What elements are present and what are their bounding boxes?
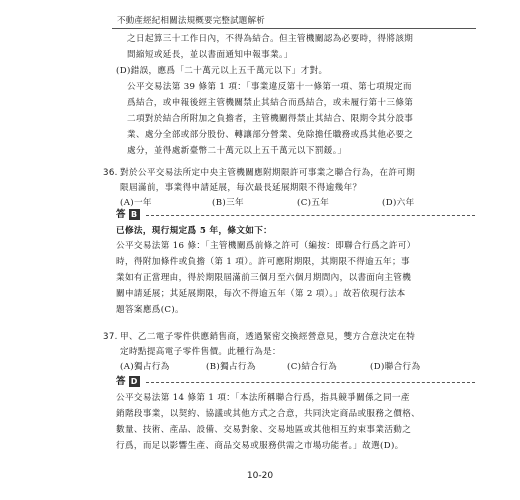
option-b: (B)獨占行為 bbox=[206, 362, 256, 372]
answer-label: 答 bbox=[116, 209, 126, 220]
question-number: 36. bbox=[103, 168, 118, 178]
explanation-line: 行爲，而足以影響生產、商品交易或服務供需之市場功能者。」故選(D)。 bbox=[116, 441, 404, 451]
explanation-line: 數量、技術、產品、設備、交易對象、交易地區或其他相互約束事業活動之 bbox=[116, 425, 412, 435]
question-stem-line: 限屆滿前，事業得申請延展，每次最長延展期限不得逾幾年？ bbox=[120, 183, 362, 193]
answer-badge: D bbox=[129, 376, 140, 387]
intro-line: 二項對於結合所附加之負擔者，主管機關得禁止其結合、限期令其分設事 bbox=[127, 114, 414, 124]
question-stem-line: 定時點提高電子零件售價。此種行為是： bbox=[120, 347, 281, 357]
explanation-line: 業如有正當理由，得於期限屆滿前三個月至六個月期間內，以書面向主管機 bbox=[116, 273, 412, 283]
answer-divider bbox=[146, 215, 475, 216]
question-stem-line: 甲、乙二電子零件供應銷售商，透過緊密交換經營意見，雙方合意決定在特 bbox=[120, 332, 416, 342]
option-c: (C)結合行為 bbox=[287, 362, 338, 372]
explanation-line: 公平交易法第 16 條：「主管機關爲前條之許可（編按：即聯合行爲之許可） bbox=[116, 241, 416, 251]
intro-line: 爲結合，或申報後經主管機關禁止其結合而爲結合，或未履行第十三條第 bbox=[127, 98, 414, 108]
explanation-line: 關申請延展；其延展期限，每次不得逾五年（第 2 項）。」故若依現行法本 bbox=[116, 289, 406, 299]
answer-header bbox=[116, 209, 140, 221]
option-d: (D)聯合行為 bbox=[370, 362, 421, 372]
option-a: (A)獨占行為 bbox=[120, 362, 170, 372]
option-d: (D)六年 bbox=[382, 198, 415, 208]
answer-label: 答 bbox=[116, 376, 126, 387]
explanation-line: 銷階段事業，以契約、協議或其他方式之合意，共同決定商品或服務之價格、 bbox=[116, 409, 421, 419]
explanation-line: 時，得附加條件或負擔（第 1 項）。許可應附期限，其期限不得逾五年；事 bbox=[116, 257, 410, 267]
option-c: (C)五年 bbox=[297, 198, 330, 208]
header-rule bbox=[112, 28, 476, 29]
page-number: 10-20 bbox=[246, 471, 274, 481]
option-b: (B)三年 bbox=[212, 198, 244, 208]
answer-divider bbox=[146, 382, 475, 383]
explanation-line: 題答案應爲(C)。 bbox=[116, 305, 184, 315]
question-number: 37. bbox=[103, 332, 118, 342]
intro-line: (D)錯誤，應爲「二十萬元以上五千萬元以下」才對。 bbox=[116, 66, 328, 76]
question-stem-line: 對於公平交易法所定中央主管機關應附期限許可事業之聯合行為，在許可期 bbox=[120, 168, 416, 178]
explanation-line: 公平交易法第 14 條第 1 項：「本法所稱聯合行爲，指具競爭關係之同一產 bbox=[116, 393, 410, 403]
intro-line: 處分，並得處新臺幣二十萬元以上五千萬元以下罰鍰。」 bbox=[127, 146, 347, 156]
intro-line: 業、處分全部或部分股份、轉讓部分營業、免除擔任職務或爲其他必要之 bbox=[127, 130, 414, 140]
explanation-line: 已修法，現行規定爲 5 年，條文如下： bbox=[116, 226, 273, 236]
option-a: (A)一年 bbox=[120, 198, 152, 208]
intro-line: 間縮短或延長，並以書面通知申報事業。」 bbox=[127, 50, 293, 60]
answer-badge: B bbox=[129, 209, 140, 220]
intro-line: 之日起算三十工作日內，不得為結合。但主管機關認為必要時，得將該期 bbox=[127, 34, 414, 44]
answer-header bbox=[116, 376, 140, 388]
running-head: 不動產經紀相關法規概要完整試題解析 bbox=[117, 16, 265, 26]
intro-line: 公平交易法第 39 條第 1 項：「事業違反第十一條第一項、第七項規定而 bbox=[127, 82, 412, 92]
